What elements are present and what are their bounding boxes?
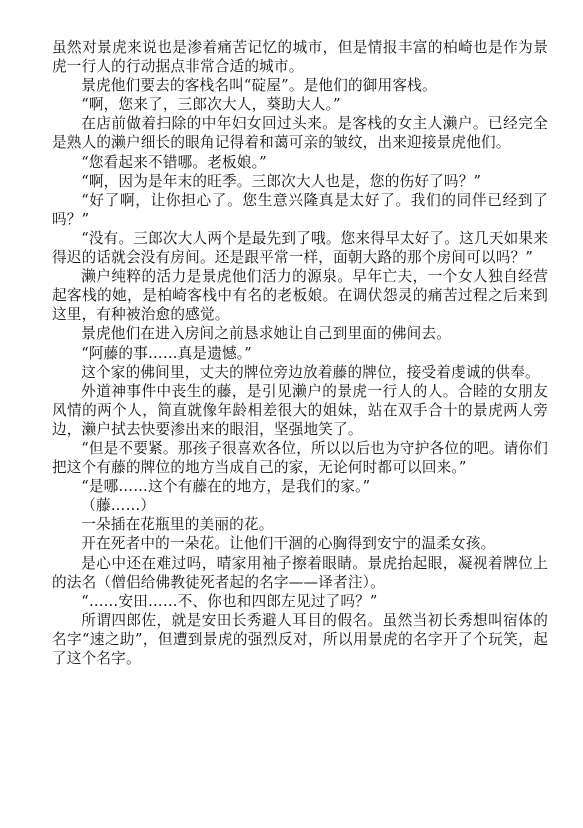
- paragraph: “阿藤的事……真是遗憾。”: [81, 344, 252, 362]
- paragraph: 濑户纯粹的活力是景虎他们活力的源泉。早年亡夫，一个女人独自经营起客栈的她，是柏崎客栈中有名的老板娘。在调伏怨灵的痛苦过程之后来到这里，有种被治愈的感觉。: [52, 268, 548, 324]
- paragraph: 是心中还在难过吗，晴家用袖子擦着眼睛。景虎抬起眼，凝视着牌位上的法名（僧侣给佛教徒死者起的名字——译者注）。: [52, 554, 548, 591]
- paragraph: 这个家的佛间里，丈夫的牌位旁边放着藤的牌位，接受着虔诚的供奉。: [81, 363, 540, 381]
- paragraph: 外道神事件中丧生的藤，是引见濑户的景虎一行人的人。合睦的女朋友风情的两个人，简直就像年龄相差很大的姐妹，站在双手合十的景虎两人旁边，濑户拭去快要渗出来的眼泪，坚强地笑了。: [52, 382, 548, 438]
- paragraph: “但是不要紧。那孩子很喜欢各位，所以以后也为守护各位的吧。请你们把这个有藤的牌位的地方当成自己的家，无论何时都可以回来。”: [52, 439, 548, 477]
- paragraph: “是哪……这个有藤在的地方，是我们的家。”: [81, 478, 371, 496]
- paragraph: 虽然对景虎来说也是渗着痛苦记忆的城市，但是情报丰富的柏崎也是作为景虎一行人的行动据点非常合适的城市。: [52, 39, 548, 76]
- document-page: [52, 38, 548, 668]
- paragraph: 在店前做着扫除的中年妇女回过头来。是客栈的女主人濑户。已经完全是熟人的濑户细长的眼角记得着和蔼可亲的皱纹，出来迎接景虎他们。: [52, 115, 548, 152]
- paragraph: 开在死者中的一朵花。让他们干涸的心胸得到安宁的温柔女孩。: [81, 535, 496, 553]
- paragraph: 景虎他们在进入房间之前恳求她让自己到里面的佛间去。: [81, 325, 452, 343]
- paragraph: “啊，您来了，三郎次大人，葵助大人。”: [81, 96, 341, 114]
- paragraph: 一朵插在花瓶里的美丽的花。: [81, 516, 274, 534]
- paragraph: “啊，因为是年末的旺季。三郎次大人也是，您的伤好了吗？”: [81, 172, 482, 190]
- paragraph: “没有。三郎次大人两个是最先到了哦。您来得早太好了。这几天如果来得迟的话就会没有房间。还是跟平常一样，面朝大路的那个房间可以吗？”: [52, 229, 548, 267]
- paragraph: 景虎他们要去的客栈名叫“碇屋”。是他们的御用客栈。: [81, 77, 437, 95]
- paragraph: “好了啊，让你担心了。您生意兴隆真是太好了。我们的同伴已经到了吗？”: [52, 191, 548, 228]
- paragraph: “您看起来不错哪。老板娘。”: [81, 153, 267, 171]
- paragraph: 所谓四郎佐，就是安田长秀避人耳目的假名。虽然当初长秀想叫宿体的名字“速之助”，但遭到景虎的强烈反对，所以用景虎的名字开了个玩笑，起了这个名字。: [52, 611, 548, 667]
- paragraph: “……安田……不、你也和四郎左见过了吗？”: [81, 592, 378, 610]
- paragraph: （藤……）: [81, 497, 156, 515]
